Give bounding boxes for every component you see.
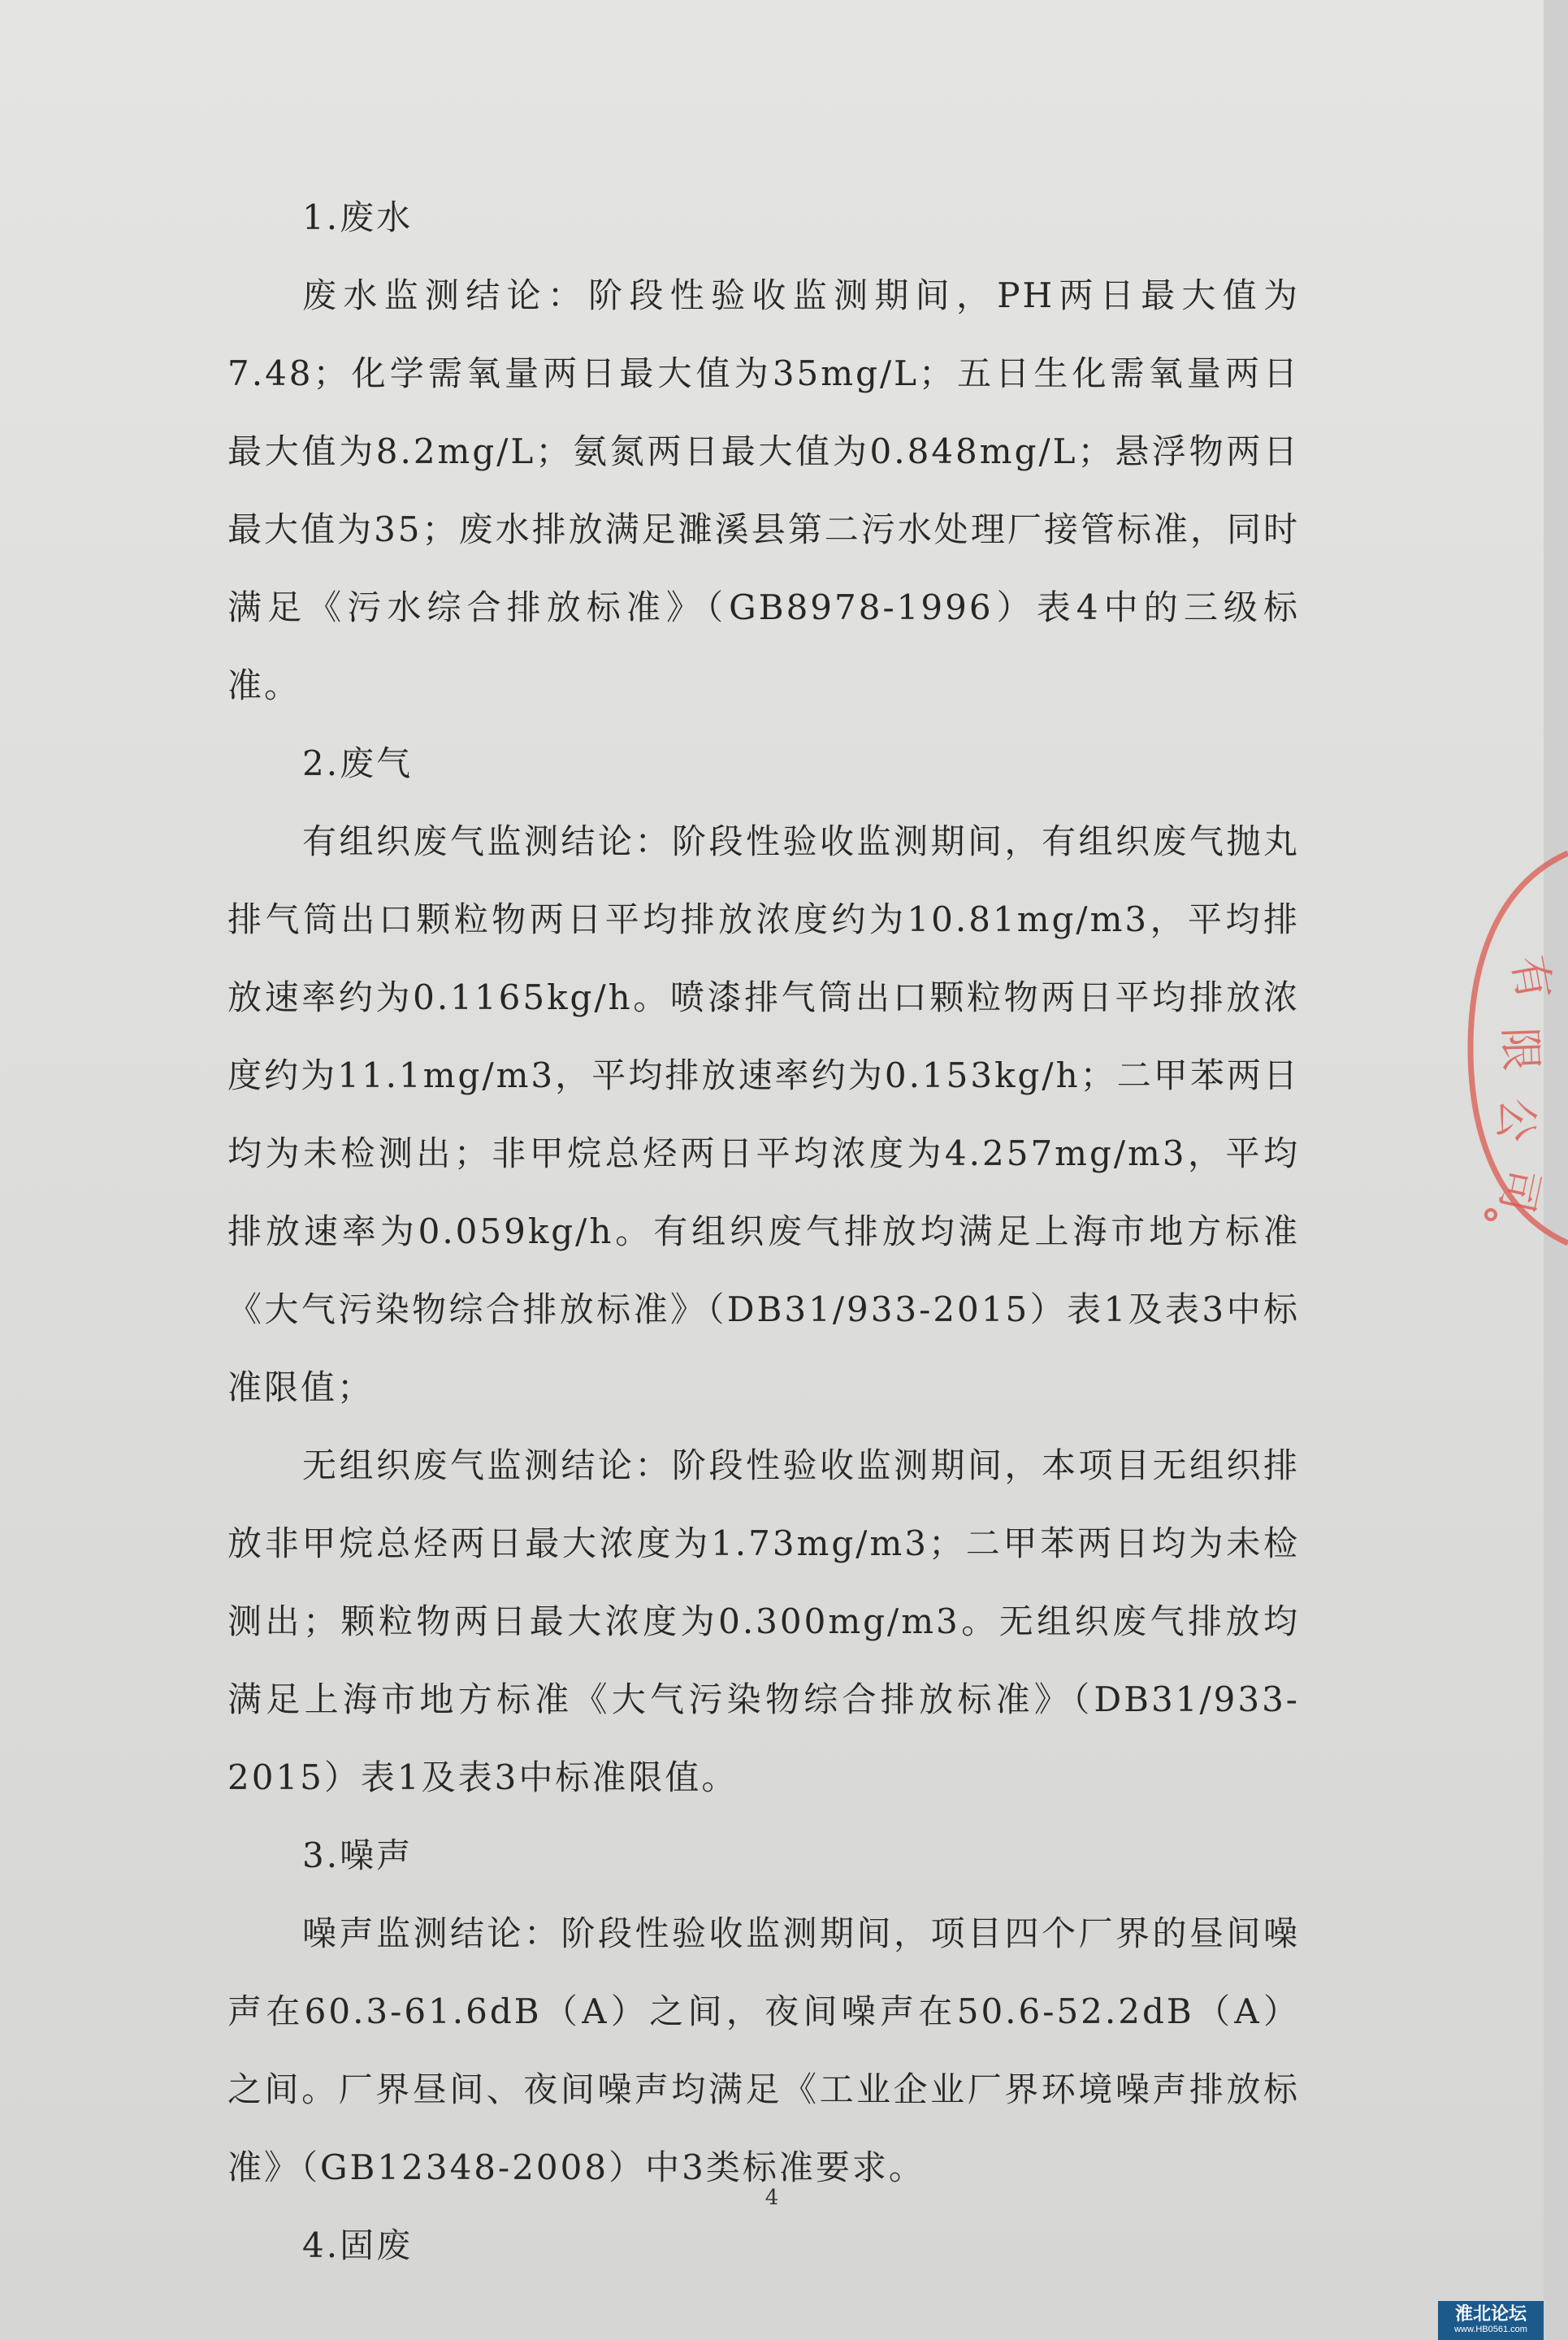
forum-watermark — [1438, 2301, 1544, 2340]
section-heading-solid-waste: 4.固废 — [302, 2225, 414, 2265]
watermark-title: 淮北论坛 — [1454, 2303, 1527, 2324]
svg-text:限: 限 — [1494, 1026, 1547, 1072]
section-heading-wastewater: 1.废水 — [302, 197, 414, 237]
svg-text:公: 公 — [1488, 1095, 1544, 1145]
document-body — [227, 179, 1300, 2285]
paragraph-organized-gas-conclusion: 有组织废气监测结论：阶段性验收监测期间，有组织废气抛丸排气筒出口颗粒物两日平均排放浓度约为10.81mg/m3，平均排放速率约为0.1165kg/h。喷漆排气筒出口颗粒物两日平均排放浓度约为11.1mg/m3，平均排放速率约为0.153kg/h；二甲苯两日均为未检测出；非甲烷总烃两日平均浓度为4.257mg/m3，平均排放速率为0.059kg/h。有组织废气排放均满足上海市地方标准《大气污染物综合排放标准》（DB31/933-2015）表1及表3中标准限值； — [227, 821, 1300, 1407]
section-heading-exhaust-gas: 2.废气 — [302, 743, 414, 783]
svg-text:有: 有 — [1502, 951, 1561, 1004]
section-heading-noise: 3.噪声 — [302, 1835, 414, 1875]
svg-text:司: 司 — [1490, 1164, 1549, 1218]
company-seal-stamp — [1446, 837, 1568, 1259]
paragraph-noise-conclusion: 噪声监测结论：阶段性验收监测期间，项目四个厂界的昼间噪声在60.3-61.6dB（A）之间，夜间噪声在50.6-52.2dB（A）之间。厂界昼间、夜间噪声均满足《工业企业厂界环境噪声排放标准》（GB12348-2008）中3类标准要求。 — [227, 1913, 1300, 2187]
paragraph-wastewater-conclusion: 废水监测结论：阶段性验收监测期间，PH两日最大值为7.48；化学需氧量两日最大值为35mg/L；五日生化需氧量两日最大值为8.2mg/L；氨氮两日最大值为0.848mg/L；悬浮物两日最大值为35；废水排放满足濉溪县第二污水处理厂接管标准，同时满足《污水综合排放标准》（GB8978-1996）表4中的三级标准。 — [227, 275, 1300, 705]
page-number: 4 — [765, 2186, 779, 2210]
paragraph-unorganized-gas-conclusion: 无组织废气监测结论：阶段性验收监测期间，本项目无组织排放非甲烷总烃两日最大浓度为1.73mg/m3；二甲苯两日均为未检测出；颗粒物两日最大浓度为0.300mg/m3。无组织废气排放均满足上海市地方标准《大气污染物综合排放标准》（DB31/933-2015）表1及表3中标准限值。 — [227, 1445, 1300, 1797]
watermark-url: www.HB0561.com — [1454, 2325, 1527, 2334]
